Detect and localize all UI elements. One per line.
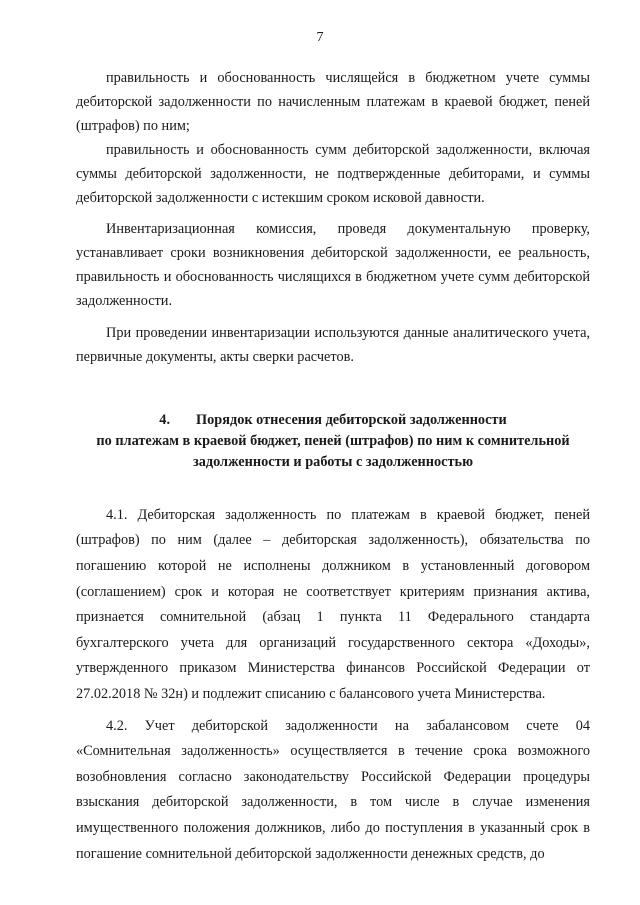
paragraph-4-2: 4.2. Учет дебиторской задолженности на забалансовом счете 04 «Сомнительная задолженность» осуществляется в течение срока возможного возобновления согласно законодательству Российской Федерации процедуры взыскания дебиторской задолженности, в том числе в случае изменения имущественного положения должников, либо до поступления в указанный срок в погашение сомнительной дебиторской задолженности денежных средств, до [76,717,590,862]
document-body [76,67,590,867]
section-heading-line-1 [76,410,590,431]
section-number: 4. [159,411,171,428]
section-title-line-3: задолженности и работы с задолженностью [192,453,474,470]
paragraph-4-1: 4.1. Дебиторская задолженность по платежам в краевой бюджет, пеней (штрафов) по ним (далее – дебиторская задолженность), обязательства по погашению которой не исполнены должником в установленный договором (соглашением) срок и которая не соответствует критериям признания актива, признается сомнительной (абзац 1 пункта 11 Федерального стандарта бухгалтерского учета для организаций государственного сектора «Доходы», утвержденного приказом Министерства финансов Российской Федерации от 27.02.2018 № 32н) и подлежит списанию с балансового учета Министерства. [76,506,590,703]
paragraph: При проведении инвентаризации используются данные аналитического учета, первичные документы, акты сверки расчетов. [76,325,590,365]
page-number: 7 [316,30,324,45]
paragraph: Инвентаризационная комиссия, проведя документальную проверку, устанавливает сроки возникновения дебиторской задолженности, ее реальность, правильность и обоснованность числящихся в бюджетном учете сумм дебиторской задолженности. [76,221,590,310]
paragraph: правильность и обоснованность числящейся в бюджетном учете суммы дебиторской задолженности по начисленным платежам в краевой бюджет, пеней (штрафов) по ним; [76,70,590,134]
section-title-line-2: по платежам в краевой бюджет, пеней (штрафов) по ним к сомнительной [96,432,570,449]
section-title-line-1: Порядок отнесения дебиторской задолженности [196,411,507,428]
section-heading [76,410,590,473]
paragraph: правильность и обоснованность сумм дебиторской задолженности, включая суммы дебиторской задолженности, не подтвержденные дебиторами, и суммы дебиторской задолженности с истекшим сроком исковой давности. [76,141,590,206]
